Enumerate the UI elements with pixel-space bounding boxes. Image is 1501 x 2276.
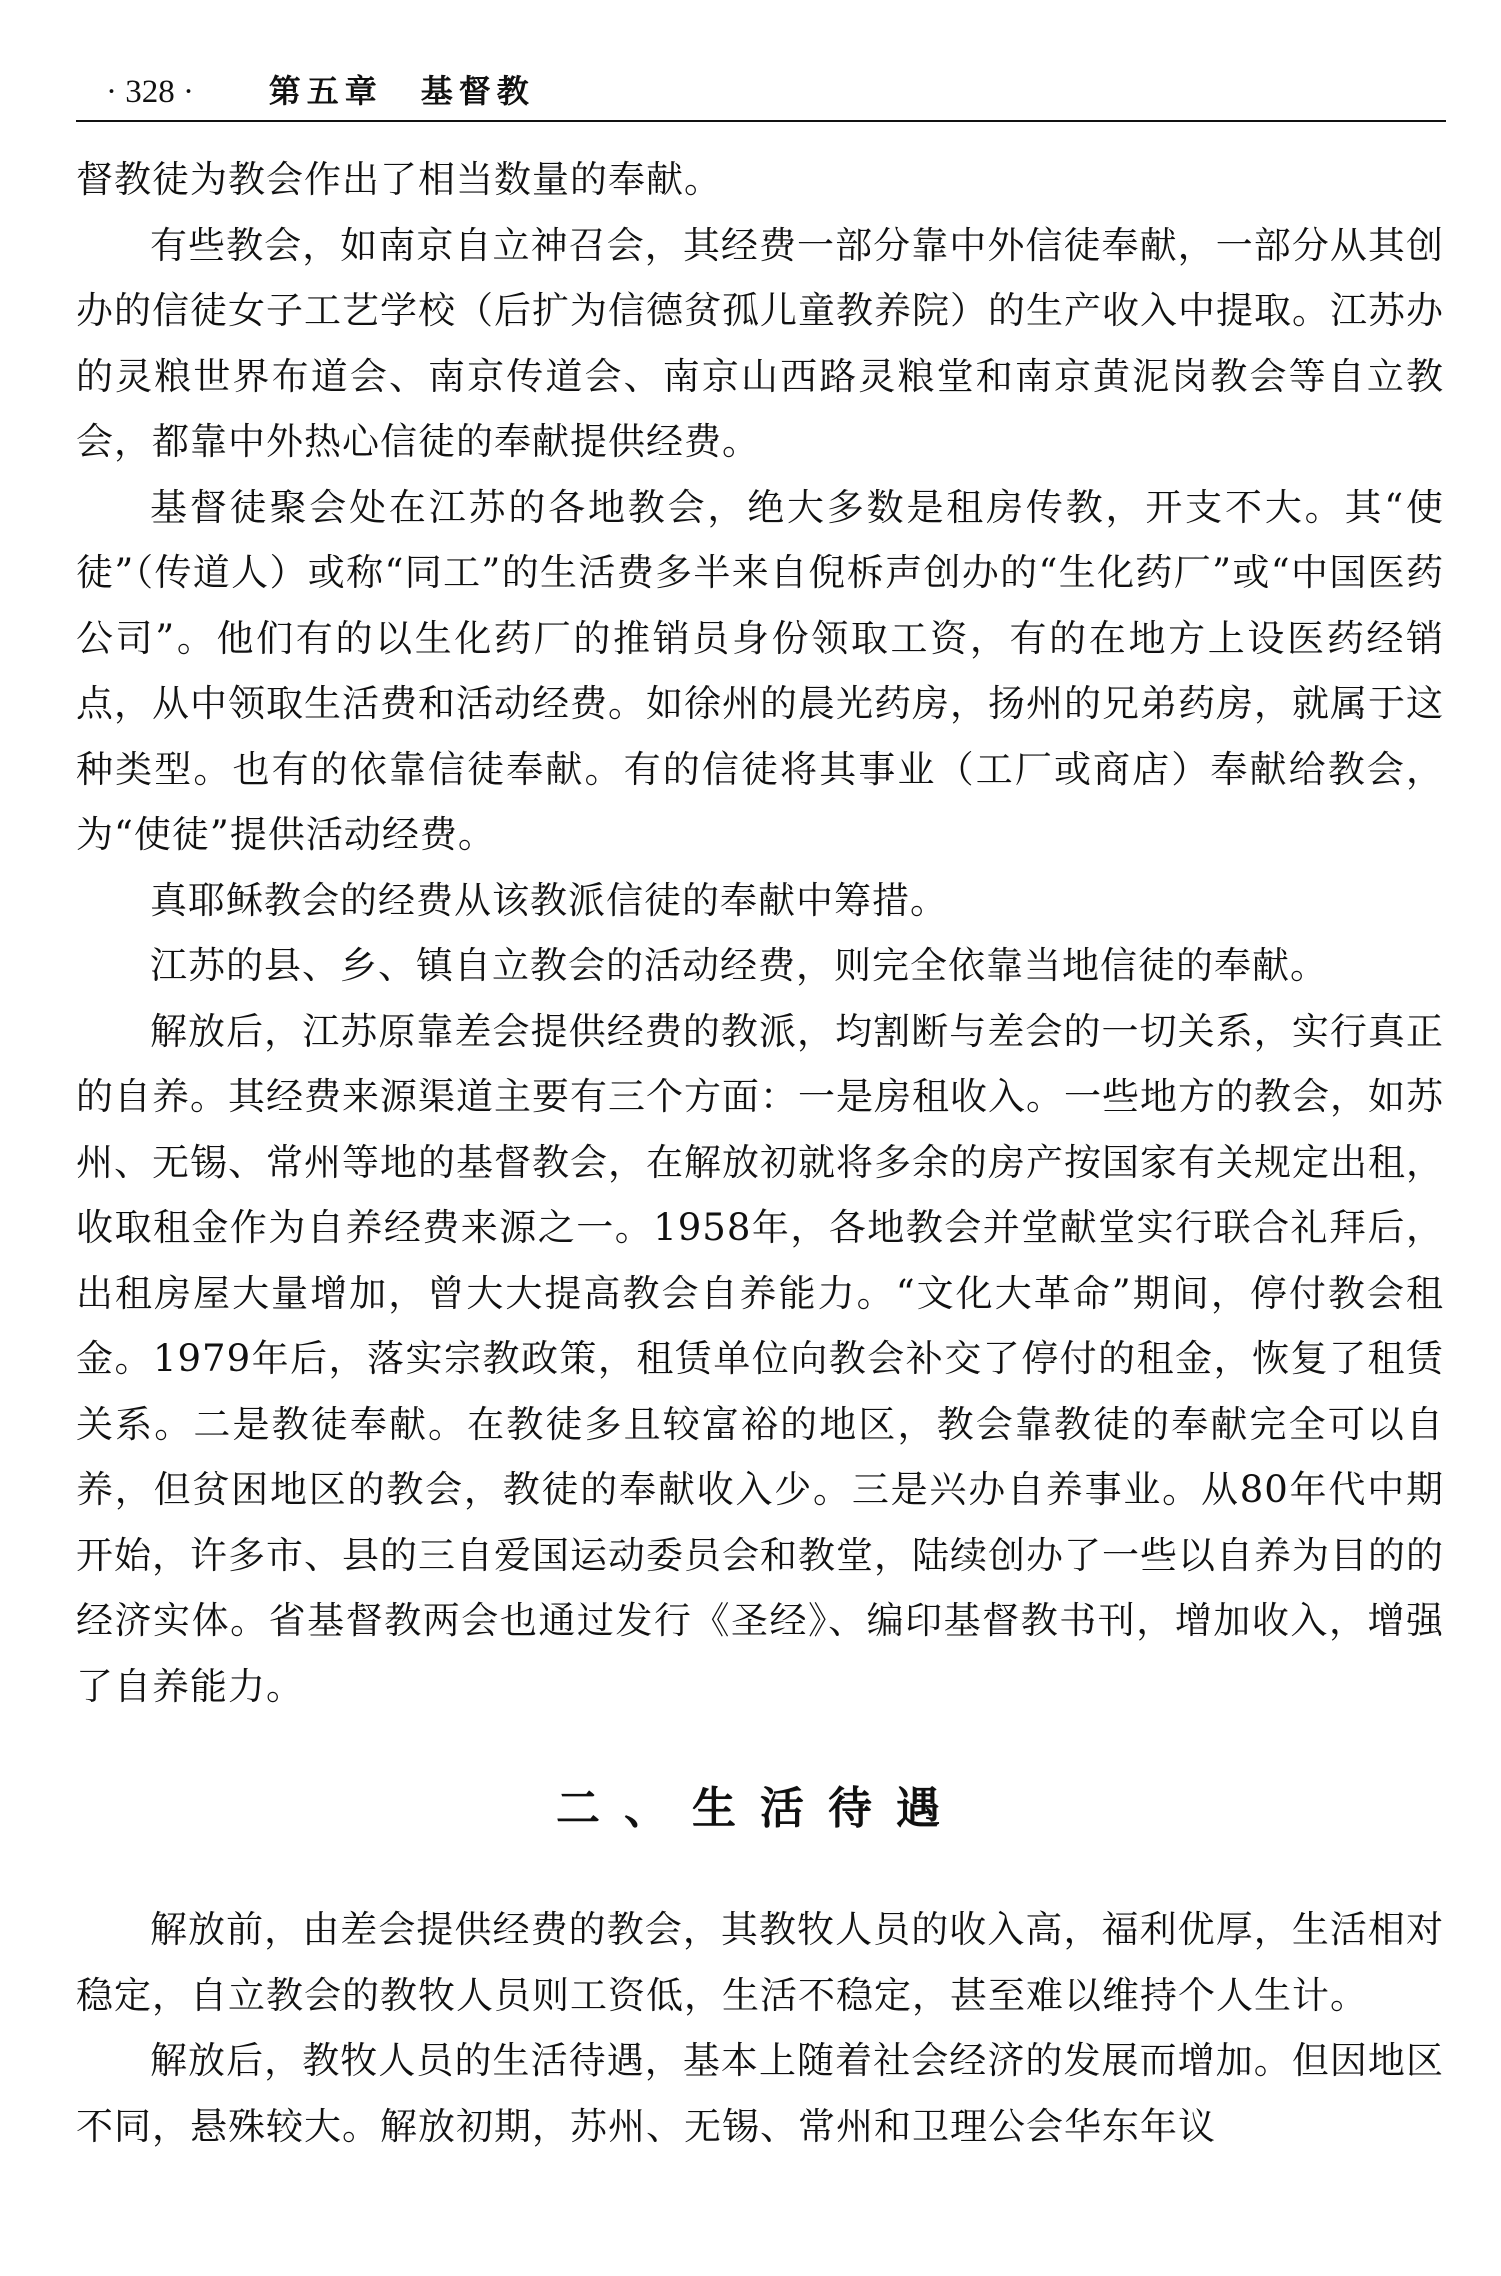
paragraph-assembly-hall: 基督徒聚会处在江苏的各地教会，绝大多数是租房传教，开支不大。其“使徒”（传道人）或称“同工”的生活费多半来自倪柝声创办的“生化药厂”或“中国医药公司”。他们有的以生化药厂的推销员身份领取工资，有的在地方上设医药经销点，从中领取生活费和活动经费。如徐州的晨光药房，扬州的兄弟药房，就属于这种类型。也有的依靠信徒奉献。有的信徒将其事业（工厂或商店）奉献给教会，为“使徒”提供活动经费。	[76, 485, 1444, 856]
paragraph-after-liberation-living: 解放后，教牧人员的生活待遇，基本上随着社会经济的发展而增加。但因地区不同，悬殊较大。解放初期，苏州、无锡、常州和卫理公会华东年议	[76, 2039, 1444, 2148]
body-text	[76, 147, 1444, 2159]
paragraph-true-jesus-church: 真耶稣教会的经费从该教派信徒的奉献中筹措。	[150, 878, 948, 922]
paragraph-after-liberation-funding: 解放后，江苏原靠差会提供经费的教派，均割断与差会的一切关系，实行真正的自养。其经费来源渠道主要有三个方面：一是房租收入。一些地方的教会，如苏州、无锡、常州等地的基督教会，在解放初就将多余的房产按国家有关规定出租，收取租金作为自养经费来源之一。1958年，各地教会并堂献堂实行联合礼拜后，出租房屋大量增加，曾大大提高教会自养能力。“文化大革命”期间，停付教会租金。1979年后，落实宗教政策，租赁单位向教会补交了停付的租金，恢复了租赁关系。二是教徒奉献。在教徒多且较富裕的地区，教会靠教徒的奉献完全可以自养，但贫困地区的教会，教徒的奉献收入少。三是兴办自养事业。从80年代中期开始，许多市、县的三自爱国运动委员会和教堂，陆续创办了一些以自养为目的的经济实体。省基督教两会也通过发行《圣经》、编印基督教书刊，增加收入，增强了自养能力。	[76, 1009, 1444, 1708]
page-number: · 328 ·	[106, 74, 194, 110]
header-rule	[76, 120, 1446, 122]
paragraph-self-supporting-churches: 有些教会，如南京自立神召会，其经费一部分靠中外信徒奉献，一部分从其创办的信徒女子工艺学校（后扩为信德贫孤儿童教养院）的生产收入中提取。江苏办的灵粮世界布道会、南京传道会、南京山西路灵粮堂和南京黄泥岗教会等自立教会，都靠中外热心信徒的奉献提供经费。	[76, 223, 1444, 463]
paragraph-local-churches: 江苏的县、乡、镇自立教会的活动经费，则完全依靠当地信徒的奉献。	[150, 944, 1328, 987]
paragraph-continuation: 督教徒为教会作出了相当数量的奉献。	[76, 158, 722, 201]
paragraph-before-liberation-living: 解放前，由差会提供经费的教会，其教牧人员的收入高，福利优厚，生活相对稳定，自立教会的教牧人员则工资低，生活不稳定，甚至难以维持个人生计。	[76, 1908, 1444, 2017]
section-heading: 二、生活待遇	[556, 1783, 964, 1834]
chapter-title: 第五章 基督教	[268, 72, 535, 110]
running-head	[76, 62, 1446, 120]
